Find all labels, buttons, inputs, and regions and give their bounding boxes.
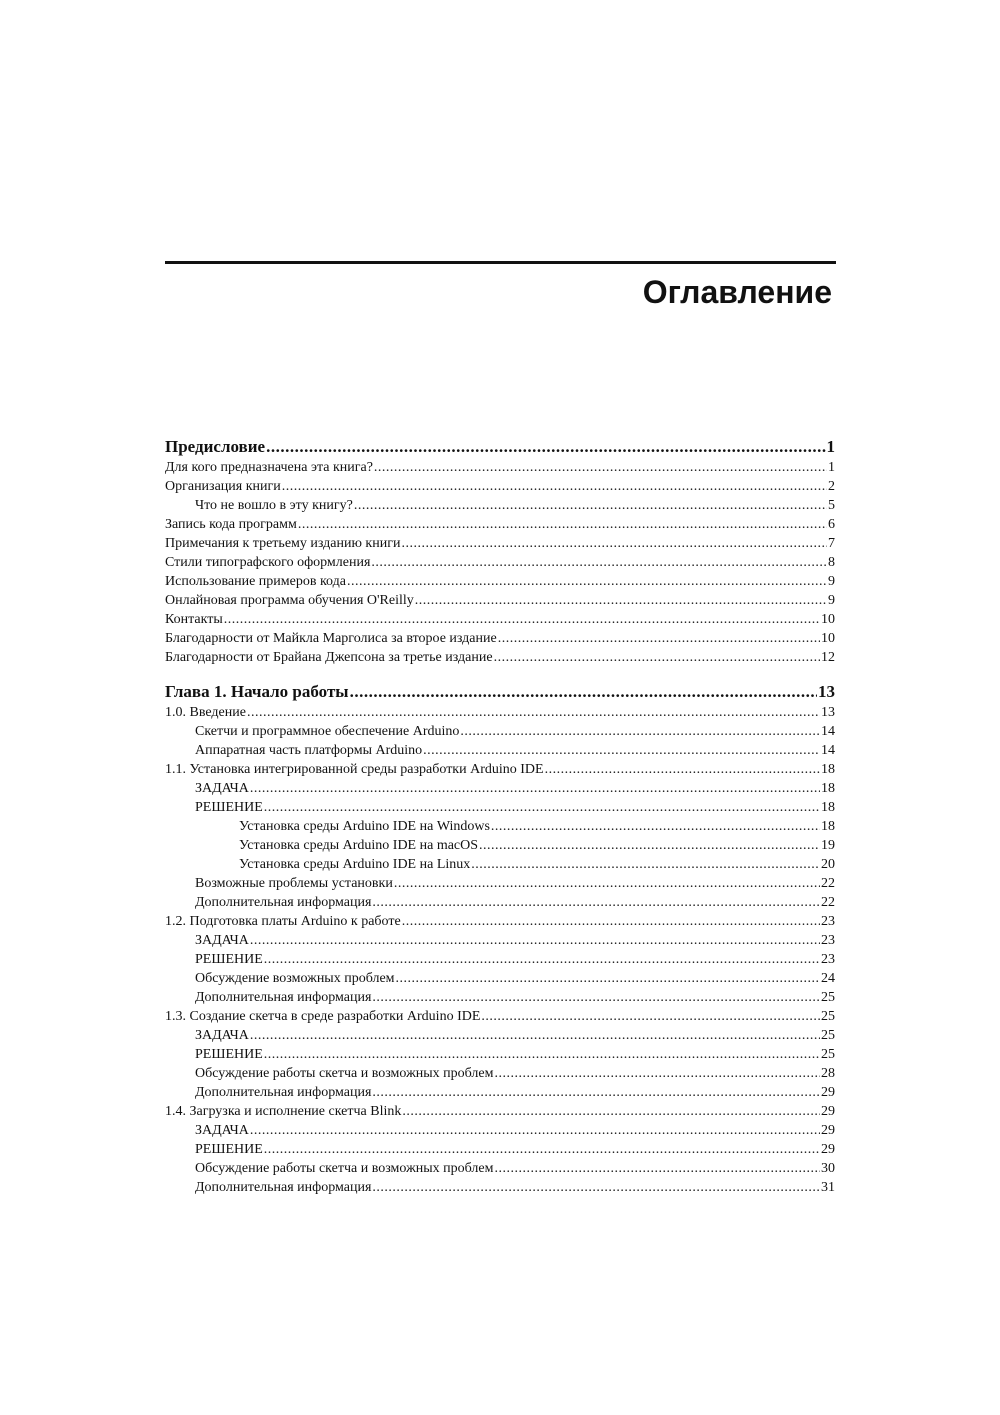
- dot-leader: [481, 1007, 820, 1026]
- toc-page-number: 5: [828, 498, 835, 513]
- dot-leader: [479, 836, 820, 855]
- toc-entry[interactable]: [165, 1121, 835, 1140]
- dot-leader: [498, 629, 820, 648]
- toc-entry[interactable]: [165, 496, 835, 515]
- toc-page-number: 25: [821, 1028, 835, 1043]
- toc-entry-label: Дополнительная информация: [195, 990, 372, 1005]
- toc-entry-label: Обсуждение работы скетча и возможных проблем: [195, 1161, 494, 1176]
- toc-entry-label: Контакты: [165, 612, 223, 627]
- toc-entry-label: Установка среды Arduino IDE на macOS: [239, 838, 479, 853]
- dot-leader: [350, 681, 817, 703]
- toc-entry[interactable]: [165, 779, 835, 798]
- toc-entry[interactable]: [165, 760, 835, 779]
- toc-entry[interactable]: [165, 1140, 835, 1159]
- toc-entry-label: 1.2. Подготовка платы Arduino к работе: [165, 914, 401, 929]
- toc-entry-label: Скетчи и программное обеспечение Arduino: [195, 724, 460, 739]
- toc-entry-label: РЕШЕНИЕ: [195, 800, 263, 815]
- dot-leader: [264, 1045, 820, 1064]
- toc-entry-label: Обсуждение возможных проблем: [195, 971, 395, 986]
- dot-leader: [374, 458, 827, 477]
- toc-entry-label: ЗАДАЧА: [195, 1028, 249, 1043]
- toc-entry-label: Установка среды Arduino IDE на Windows: [239, 819, 490, 834]
- toc-entry[interactable]: [165, 931, 835, 950]
- toc-entry[interactable]: [165, 817, 835, 836]
- toc-entry-label: 1.1. Установка интегрированной среды разработки Arduino IDE: [165, 762, 544, 777]
- toc-entry[interactable]: [165, 515, 835, 534]
- toc-entry-label: РЕШЕНИЕ: [195, 952, 263, 967]
- toc-entry-label: Дополнительная информация: [195, 895, 372, 910]
- toc-entry[interactable]: [165, 893, 835, 912]
- toc-entry-label: ЗАДАЧА: [195, 1123, 249, 1138]
- toc-chapter-heading[interactable]: [165, 681, 835, 703]
- toc-page-number: 10: [821, 631, 835, 646]
- toc-page-number: 29: [821, 1142, 835, 1157]
- toc-entry-label: Глава 1. Начало работы: [165, 682, 349, 701]
- toc-page-number: 24: [821, 971, 835, 986]
- toc-entry[interactable]: [165, 1102, 835, 1121]
- toc-entry-label: РЕШЕНИЕ: [195, 1047, 263, 1062]
- toc-entry[interactable]: [165, 591, 835, 610]
- toc-page-number: 18: [821, 800, 835, 815]
- toc-page-number: 31: [821, 1180, 835, 1195]
- toc-entry-label: Благодарности от Майкла Марголиса за второе издание: [165, 631, 497, 646]
- toc-entry[interactable]: [165, 1083, 835, 1102]
- dot-leader: [264, 950, 820, 969]
- toc-page-number: 30: [821, 1161, 835, 1176]
- toc-page-number: 12: [821, 650, 835, 665]
- dot-leader: [282, 477, 827, 496]
- dot-leader: [372, 988, 820, 1007]
- toc-page-number: 13: [818, 682, 835, 701]
- toc-entry-label: Благодарности от Брайана Джепсона за третье издание: [165, 650, 493, 665]
- toc-page-number: 18: [821, 762, 835, 777]
- toc-entry-label: Примечания к третьему изданию книги: [165, 536, 401, 551]
- toc-page-number: 29: [821, 1104, 835, 1119]
- page-title: Оглавление: [642, 274, 832, 310]
- toc-page-number: 23: [821, 933, 835, 948]
- title-rule: [165, 261, 836, 264]
- dot-leader: [401, 534, 827, 553]
- toc-entry-label: Предисловие: [165, 437, 266, 456]
- toc-entry[interactable]: [165, 741, 835, 760]
- toc-page-number: 9: [828, 574, 835, 589]
- dot-leader: [494, 648, 820, 667]
- toc-page-number: 1: [826, 437, 835, 456]
- toc-entry[interactable]: [165, 874, 835, 893]
- toc-page-number: 1: [828, 460, 835, 475]
- toc-page-number: 14: [821, 743, 835, 758]
- toc-page-number: 8: [828, 555, 835, 570]
- toc-entry[interactable]: [165, 572, 835, 591]
- toc-entry-label: ЗАДАЧА: [195, 781, 249, 796]
- toc-page-number: 19: [821, 838, 835, 853]
- toc-page-number: 29: [821, 1085, 835, 1100]
- toc-entry-label: Использование примеров кода: [165, 574, 346, 589]
- dot-leader: [224, 610, 820, 629]
- toc-entry[interactable]: [165, 477, 835, 496]
- dot-leader: [471, 855, 820, 874]
- dot-leader: [415, 591, 827, 610]
- toc-entry-label: Дополнительная информация: [195, 1085, 372, 1100]
- toc-page-number: 7: [828, 536, 835, 551]
- toc-entry-label: ЗАДАЧА: [195, 933, 249, 948]
- toc-entry-label: Возможные проблемы установки: [195, 876, 393, 891]
- toc-entry[interactable]: [165, 1178, 835, 1197]
- toc-page-number: 23: [821, 952, 835, 967]
- dot-leader: [372, 1083, 820, 1102]
- dot-leader: [264, 1140, 820, 1159]
- toc-entry-label: Дополнительная информация: [195, 1180, 372, 1195]
- dot-leader: [264, 798, 820, 817]
- dot-leader: [460, 722, 820, 741]
- toc-entry-label: 1.4. Загрузка и исполнение скетча Blink: [165, 1104, 402, 1119]
- toc-entry[interactable]: [165, 1045, 835, 1064]
- toc-page-number: 28: [821, 1066, 835, 1081]
- table-of-contents: [165, 436, 835, 1197]
- dot-leader: [491, 817, 820, 836]
- toc-entry[interactable]: [165, 950, 835, 969]
- dot-leader: [396, 969, 820, 988]
- dot-leader: [372, 893, 820, 912]
- dot-leader: [250, 1026, 820, 1045]
- toc-entry[interactable]: [165, 912, 835, 931]
- toc-entry[interactable]: [165, 969, 835, 988]
- toc-entry-label: Организация книги: [165, 479, 281, 494]
- dot-leader: [402, 912, 820, 931]
- toc-page-number: 20: [821, 857, 835, 872]
- toc-page-number: 22: [821, 895, 835, 910]
- toc-page-number: 2: [828, 479, 835, 494]
- toc-page-number: 13: [821, 705, 835, 720]
- section-gap: [165, 667, 835, 681]
- toc-page-number: 29: [821, 1123, 835, 1138]
- toc-entry[interactable]: [165, 458, 835, 477]
- toc-entry[interactable]: [165, 1064, 835, 1083]
- dot-leader: [494, 1159, 820, 1178]
- toc-entry[interactable]: [165, 648, 835, 667]
- toc-entry-label: 1.3. Создание скетча в среде разработки Arduino IDE: [165, 1009, 481, 1024]
- toc-entry[interactable]: [165, 1026, 835, 1045]
- toc-entry[interactable]: [165, 836, 835, 855]
- dot-leader: [298, 515, 827, 534]
- dot-leader: [247, 703, 820, 722]
- toc-entry[interactable]: [165, 798, 835, 817]
- toc-entry[interactable]: [165, 534, 835, 553]
- toc-entry-label: Стили типографского оформления: [165, 555, 371, 570]
- dot-leader: [494, 1064, 820, 1083]
- toc-page-number: 18: [821, 819, 835, 834]
- toc-entry-label: 1.0. Введение: [165, 705, 246, 720]
- toc-page-number: 14: [821, 724, 835, 739]
- toc-entry[interactable]: [165, 1159, 835, 1178]
- toc-entry[interactable]: [165, 610, 835, 629]
- toc-page-number: 9: [828, 593, 835, 608]
- toc-entry-label: Запись кода программ: [165, 517, 297, 532]
- dot-leader: [266, 436, 825, 458]
- toc-page-number: 22: [821, 876, 835, 891]
- dot-leader: [423, 741, 820, 760]
- toc-entry-label: РЕШЕНИЕ: [195, 1142, 263, 1157]
- dot-leader: [250, 779, 820, 798]
- toc-page-number: 25: [821, 990, 835, 1005]
- toc-entry[interactable]: [165, 629, 835, 648]
- dot-leader: [372, 1178, 820, 1197]
- toc-entry-label: Обсуждение работы скетча и возможных проблем: [195, 1066, 494, 1081]
- toc-page-number: 10: [821, 612, 835, 627]
- toc-chapter-heading[interactable]: [165, 436, 835, 458]
- toc-entry-label: Онлайновая программа обучения O'Reilly: [165, 593, 414, 608]
- dot-leader: [394, 874, 820, 893]
- toc-entry-label: Установка среды Arduino IDE на Linux: [239, 857, 471, 872]
- toc-entry[interactable]: [165, 855, 835, 874]
- toc-entry[interactable]: [165, 722, 835, 741]
- toc-entry[interactable]: [165, 1007, 835, 1026]
- dot-leader: [402, 1102, 820, 1121]
- toc-entry[interactable]: [165, 703, 835, 722]
- toc-page-number: 6: [828, 517, 835, 532]
- toc-page-number: 18: [821, 781, 835, 796]
- toc-entry-label: Для кого предназначена эта книга?: [165, 460, 373, 475]
- dot-leader: [371, 553, 827, 572]
- dot-leader: [250, 1121, 820, 1140]
- dot-leader: [347, 572, 827, 591]
- toc-page-number: 25: [821, 1009, 835, 1024]
- toc-entry[interactable]: [165, 553, 835, 572]
- toc-page-number: 23: [821, 914, 835, 929]
- toc-page-number: 25: [821, 1047, 835, 1062]
- toc-entry-label: Аппаратная часть платформы Arduino: [195, 743, 423, 758]
- toc-entry-label: Что не вошло в эту книгу?: [195, 498, 353, 513]
- dot-leader: [545, 760, 820, 779]
- toc-entry[interactable]: [165, 988, 835, 1007]
- dot-leader: [354, 496, 827, 515]
- dot-leader: [250, 931, 820, 950]
